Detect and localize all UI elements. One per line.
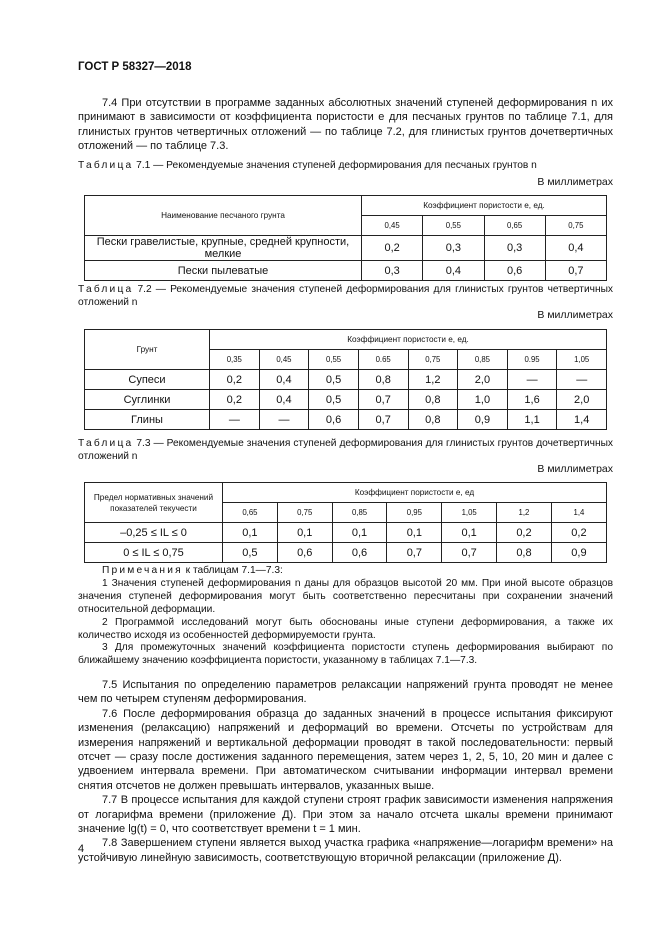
- column-header: 0,45: [362, 216, 423, 236]
- table-cell: 0,1: [223, 523, 278, 543]
- table-cell: Глины: [85, 410, 210, 430]
- table-cell: 0,2: [551, 523, 606, 543]
- table-cell: 1,1: [507, 410, 557, 430]
- column-header: Предел нормативных значений показателей текучести: [85, 483, 223, 523]
- table-row: [85, 523, 607, 543]
- table-cell: 0,6: [332, 543, 387, 563]
- table-cell: —: [557, 370, 607, 390]
- table-7-1: [84, 195, 607, 281]
- table-cell: 0,9: [551, 543, 606, 563]
- column-header: Наименование песчаного грунта: [85, 196, 362, 236]
- table-cell: 0,6: [277, 543, 332, 563]
- table-cell: 0,7: [387, 543, 442, 563]
- paragraph-7-7: 7.7 В процессе испытания для каждой ступени строят график зависимости изменения напряжения от логарифма времени (приложение Д). При этом за начало отсчета шкалы времени принимают значение lg(t) = 0, что соответствует времени t = 1 мин.: [78, 794, 613, 836]
- paragraph-7-6: 7.6 После деформирования образца до заданных значений в процессе испытания фиксируют изменения (релаксацию) напряжений и деформаций во времени. Отсчеты по устройствам для измерения напряжений и вертикальной деформации проводят в такой последовательности: первый отсчет — сразу после достижения заданного перемещения, затем через 1, 2, 5, 10, 20 мин и далее с удвоением интервала времени. При автоматическом считывании информации интервал времени снятия отсчетов не должен превышать интервалов, указанных выше.: [78, 707, 613, 792]
- table-row: [85, 410, 607, 430]
- table-cell: 0 ≤ IL ≤ 0,75: [85, 543, 223, 563]
- table-7-2-caption: Таблица 7.2 — Рекомендуемые значения ступеней деформирования для глинистых грунтов четвертичных отложений n: [78, 284, 613, 309]
- note-3: 3 Для промежуточных значений коэффициента пористости ступень деформирования выбирают по ближайшему значению коэффициента пористости, указанному в таблицах 7.1—7.3.: [78, 642, 613, 667]
- column-header: Коэффициент пористости е, ед.: [362, 196, 607, 216]
- column-header: 0,55: [309, 350, 359, 370]
- table-cell: 0,6: [484, 261, 545, 281]
- column-header: 0,75: [545, 216, 606, 236]
- column-header: 0,85: [458, 350, 508, 370]
- paragraphs-7-5-7-8: [78, 678, 613, 865]
- table-cell: 0,7: [545, 261, 606, 281]
- table-cell: 0,1: [442, 523, 497, 543]
- table-cell: Суглинки: [85, 390, 210, 410]
- table-cell: —: [259, 410, 309, 430]
- table-cell: 0,4: [545, 236, 606, 261]
- page-number: 4: [78, 843, 85, 855]
- table-cell: 0,2: [210, 390, 260, 410]
- table-cell: 0,6: [309, 410, 359, 430]
- table-cell: 0,1: [387, 523, 442, 543]
- table-cell: 2,0: [458, 370, 508, 390]
- table-cell: 0,4: [423, 261, 484, 281]
- column-header: Грунт: [85, 330, 210, 370]
- table-cell: 0,7: [358, 390, 408, 410]
- note-1: 1 Значения ступеней деформирования n даны для образцов высотой 20 мм. При иной высоте образцов значения ступеней деформирования могут быть соответственно пересчитаны при сохранении значений относительной деформации.: [78, 577, 613, 615]
- table-7-1-units: В миллиметрах: [537, 176, 613, 188]
- table-cell: –0,25 ≤ IL ≤ 0: [85, 523, 223, 543]
- table-cell: 0,1: [277, 523, 332, 543]
- table-cell: Супеси: [85, 370, 210, 390]
- table-cell: —: [210, 410, 260, 430]
- column-header: 1,05: [442, 503, 497, 523]
- table-cell: 0,8: [408, 410, 458, 430]
- table-cell: 0,7: [442, 543, 497, 563]
- table-cell: 0,8: [497, 543, 552, 563]
- paragraph-7-5: 7.5 Испытания по определению параметров релаксации напряжений грунта проводят не менее чем по четырем ступеням деформирования.: [78, 679, 613, 706]
- table-7-3-units: В миллиметрах: [537, 463, 613, 475]
- table-cell: 2,0: [557, 390, 607, 410]
- table-cell: 0,1: [332, 523, 387, 543]
- table-cell: 1,4: [557, 410, 607, 430]
- column-header: 0,65: [223, 503, 278, 523]
- column-header: 0,45: [259, 350, 309, 370]
- notes: [78, 565, 613, 668]
- note-2: 2 Программой исследований могут быть обоснованы иные ступени деформирования, а также их количество исходя из особенностей деформируемости грунта.: [78, 616, 613, 641]
- table-row: [85, 236, 607, 261]
- table-cell: 1,2: [408, 370, 458, 390]
- table-cell: 0,7: [358, 410, 408, 430]
- table-cell: Пески гравелистые, крупные, средней крупности, мелкие: [85, 236, 362, 261]
- column-header: 0,65: [484, 216, 545, 236]
- column-header: 0,75: [277, 503, 332, 523]
- table-cell: 0,2: [362, 236, 423, 261]
- table-cell: 0,8: [408, 390, 458, 410]
- table-row: [85, 370, 607, 390]
- table-row: [85, 543, 607, 563]
- column-header: Коэффициент пористости е, ед.: [210, 330, 607, 350]
- table-cell: 0,3: [423, 236, 484, 261]
- table-cell: 0,4: [259, 390, 309, 410]
- table-row: [85, 261, 607, 281]
- column-header: 0,35: [210, 350, 260, 370]
- column-header: 0,75: [408, 350, 458, 370]
- table-cell: 0,2: [497, 523, 552, 543]
- document-header: ГОСТ Р 58327—2018: [78, 61, 192, 73]
- column-header: 0,95: [387, 503, 442, 523]
- table-cell: 1,0: [458, 390, 508, 410]
- table-row: [85, 390, 607, 410]
- table-7-1-caption: Таблица 7.1 — Рекомендуемые значения ступеней деформирования для песчаных грунтов n: [78, 160, 537, 171]
- column-header: 1,4: [551, 503, 606, 523]
- table-cell: —: [507, 370, 557, 390]
- column-header: 0.95: [507, 350, 557, 370]
- table-cell: 0,3: [484, 236, 545, 261]
- table-cell: 0,4: [259, 370, 309, 390]
- table-cell: 1,6: [507, 390, 557, 410]
- column-header: 0.65: [358, 350, 408, 370]
- table-cell: 0,5: [309, 390, 359, 410]
- column-header: 0,55: [423, 216, 484, 236]
- table-cell: 0,5: [223, 543, 278, 563]
- table-cell: 0,5: [309, 370, 359, 390]
- paragraph-7-8: 7.8 Завершением ступени является выход участка графика «напряжение—логарифм времени» на устойчивую линейную зависимость, соответствующую вторичной релаксации (приложение Д).: [78, 837, 613, 864]
- table-7-3: [84, 482, 607, 563]
- table-cell: 0,3: [362, 261, 423, 281]
- table-cell: 0,2: [210, 370, 260, 390]
- notes-title: Примечания к таблицам 7.1—7.3:: [102, 565, 283, 576]
- column-header: 0,85: [332, 503, 387, 523]
- column-header: 1,2: [497, 503, 552, 523]
- table-7-3-caption: Таблица 7.3 — Рекомендуемые значения ступеней деформирования для глинистых грунтов дочетвертичных отложений n: [78, 438, 613, 463]
- table-cell: 0,9: [458, 410, 508, 430]
- column-header: 1,05: [557, 350, 607, 370]
- table-cell: Пески пылеватые: [85, 261, 362, 281]
- table-cell: 0,8: [358, 370, 408, 390]
- paragraph-7-4: 7.4 При отсутствии в программе заданных абсолютных значений ступеней деформирования n их принимают в зависимости от коэффициента пористости e для песчаных грунтов по таблице 7.1, для глинистых грунтов четвертичных отложений — по таблице 7.2, для глинистых грунтов дочетвертичных отложений — по таблице 7.3.: [78, 97, 613, 153]
- table-7-2: [84, 329, 607, 430]
- table-7-2-units: В миллиметрах: [537, 309, 613, 321]
- column-header: Коэффициент пористости е, ед: [223, 483, 607, 503]
